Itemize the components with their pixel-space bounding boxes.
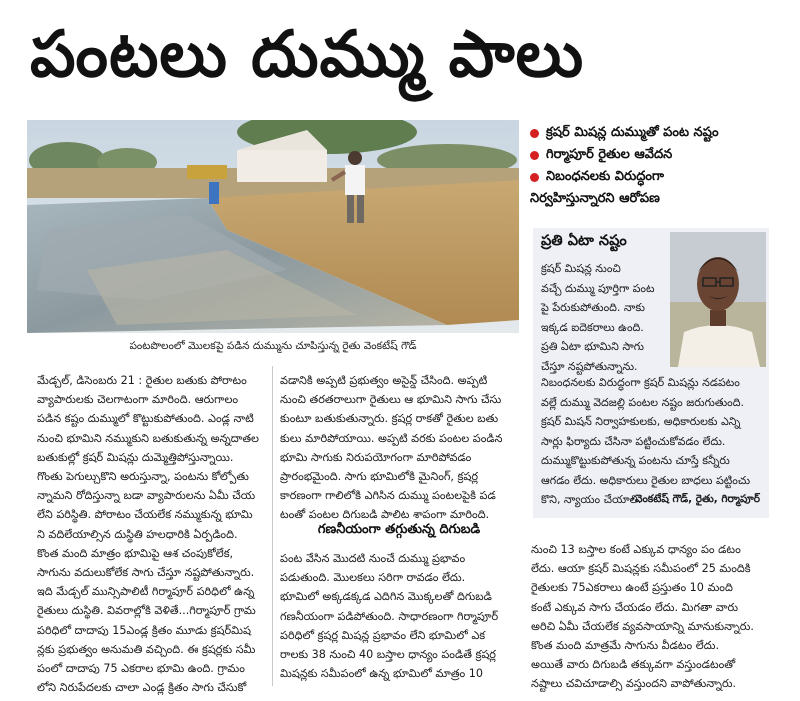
text-line: నుంచి 13 బస్తాల కంటే ఎక్కువ ధాన్యం పం డటం xyxy=(531,543,741,556)
text-line: నుంచి తరతరాలుగా రైతులు ఆ భూమిని సాగు చేసు xyxy=(280,393,502,407)
article-column-1 xyxy=(37,371,267,697)
quote-box-title: ప్రతి ఏటా నష్టం xyxy=(541,233,627,249)
bullet-dot-icon xyxy=(530,151,539,160)
text-line: కంటే ఎక్కువ సాగు చేయడం లేదు. మిగతా వారు xyxy=(531,600,739,614)
text-line: న్లకు ప్రభుత్వం అనుమతి వచ్చింది. ఈ క్రషర్లకు సమీ xyxy=(37,642,256,656)
text-line: పంలో దాదాపు 75 ఎకరాల భూమి ఉంది. గ్రామం xyxy=(37,662,245,676)
text-line: క్రషర్ మిషన్ల నుంచి xyxy=(541,262,621,275)
article-subheading: గణనీయంగా తగ్గుతున్న దిగుబడి xyxy=(317,522,481,537)
article-column-3 xyxy=(531,540,767,694)
text-line: కారణంగా గాలిలోకి ఎగిసిన దుమ్ము పంటలపైకి పడ xyxy=(280,489,496,503)
field-photo xyxy=(27,120,519,333)
article-column-2 xyxy=(280,371,518,525)
quote-text-wide xyxy=(541,373,763,510)
bullet-dot-icon xyxy=(530,173,539,182)
text-line: న్నామని రోదిస్తున్నా బడా వ్యాపారులను ఏమీ చేయ xyxy=(37,489,256,503)
photo-caption: పంటపొలంలో మొలకపై పడిన దుమ్మును చూపిస్తున్న రైతు వెంకటేష్ గౌడ్ xyxy=(129,340,417,352)
text-line: రైతులకు 75ఎకరాలు ఉంటే ప్రస్తుతం 10 మంది xyxy=(531,581,733,595)
text-line: వచ్చే దుమ్ము పూర్తిగా పంట xyxy=(541,281,655,295)
text-line: పంట వేసిన మొదటి నుంచే దుమ్ము ప్రభావం xyxy=(280,552,466,565)
text-line: కులు మారిపోయాయి. అప్పటి వరకు పంటల పండిన xyxy=(280,431,503,445)
text-line: సార్లు ఫిర్యాదు చేసినా పట్టించుకోవడం లేదు. xyxy=(541,434,726,448)
text-line: పై పేరుకుపోతుంది. నాకు xyxy=(541,301,645,314)
bullet-item xyxy=(530,144,792,166)
text-line: నష్టాలు చవిచూడాల్సి వస్తుందని వాపోతున్నారు. xyxy=(531,677,737,691)
text-line: భూమి సాగుకు నిరుపయోగంగా మారిపోవడం xyxy=(280,450,472,464)
text-line: ని వదిలేయాల్సిన దుస్థితి హలధారికి ఏర్పడింది. xyxy=(37,527,238,541)
article-column-2-continued xyxy=(280,549,518,683)
text-line: పడుతుంది. మొలకలు సరిగా రావడం లేదు. xyxy=(280,571,466,585)
text-line: పరిధిలో క్రషర్ల మిషన్ల ప్రభావం లేని భూమిలో ఎక xyxy=(280,628,486,642)
bullet-text: నిబంధనలకు విరుద్ధంగా xyxy=(546,169,664,184)
headline: పంటలు దుమ్ము పాలు xyxy=(30,18,585,92)
text-line: రైతులు దుస్థితి. వివరాల్లోకి వెళితే...గిర్మాపూర్ గ్రామ xyxy=(37,604,256,618)
bullet-item xyxy=(530,122,792,144)
text-line: ఇది మేడ్చల్ మున్సిపాలిటీ గిర్మాపూర్ పరిధిలో ఉన్న xyxy=(37,585,255,599)
text-line: లేదు. ఆయా క్రషర్ మిషన్లకు సమీపంలో 25 మందికి xyxy=(531,562,751,576)
text-line: బతుకుల్లో క్రషర్ మిషన్లు దుమ్మెత్తిపోస్తున్నాయి. xyxy=(37,450,234,464)
text-line: పరిధిలో దాదాపు 15ఎండ్ల క్రితం మూడు క్రషర్‌మిష xyxy=(37,623,251,637)
bullet-item xyxy=(530,166,792,188)
bullet-dot-icon xyxy=(530,129,539,138)
text-line: అరిచి ఏమీ చేయలేక వ్యవసాయాన్ని మానుకున్నారు. xyxy=(531,619,754,633)
text-line: భూమిలో అక్కడక్కడ ఎదిగిన మొక్కలతో దిగుబడి xyxy=(280,590,492,604)
text-line: కొని, న్యాయం చేయాలి. xyxy=(541,493,642,506)
text-line: టంతో పంటల దిగుబడి పాలిట శాపంగా మారింది. xyxy=(280,508,490,522)
text-line: గొంతు పెగుల్చుకొని అరుస్తున్నా, పంటను కోల్పోతు xyxy=(37,470,249,484)
text-line: సాగును వదులుకోలేక సాగు చేస్తూ నష్టపోతున్నారు. xyxy=(37,566,255,580)
farmer-portrait xyxy=(670,232,766,367)
text-line: వ్యాపారులకు చెలగాటంగా మారింది. ఆరుగాలం xyxy=(37,393,239,407)
text-line: అయితే వారు దిగుబడి తక్కువగా వస్తుండటంతో xyxy=(531,658,736,672)
text-line: కొంత మంది మాత్రం భూమిపై ఆశ చంపుకోలేక, xyxy=(37,546,234,560)
column-divider xyxy=(272,366,273,686)
text-line: కుంటూ బతుకుతున్నారు. క్రషర్ల రాకతో రైతుల బతు xyxy=(280,412,499,426)
highlight-bullets xyxy=(530,122,792,210)
text-line: ఇక్కడ ఐదెకరాలు ఉంది. xyxy=(541,320,644,334)
text-line: వల్లే దుమ్ము వెదజల్లి పంటల నష్టం జరుగుతుంది. xyxy=(541,395,745,409)
text-line: రాలకు 38 నుంచి 40 బస్తాల ధాన్యం పండితే క్రషర్ల xyxy=(280,648,496,662)
text-line: క్రషర్ మిషన్ నిర్వాహకులకు, అధికారులకు ఎన్ని xyxy=(541,415,741,428)
text-line: మిషన్లకు సమీపంలో ఉన్న భూమిలో మాత్రం 10 xyxy=(280,667,483,681)
text-line: పడిన కష్టం దుమ్ములో కొట్టుకుపోతుంది. ఎండ్ల నాటి xyxy=(37,412,254,426)
text-line: కొంత మంది మాత్రమే సాగును వీడటం లేదు. xyxy=(531,639,720,653)
text-line: చేస్తూ నష్టపోతున్నాను. xyxy=(541,359,638,373)
text-line: ఆగడం లేదు. అధికారులు రైతుల బాధలు పట్టించు xyxy=(541,473,751,487)
quote-text-narrow xyxy=(541,259,665,376)
text-line: దుమ్ముకొట్టుకుపోతున్న పంటను చూస్తే కన్నీరు xyxy=(541,454,730,467)
bullet-continuation: నిర్వహిస్తున్నారని ఆరోపణ xyxy=(530,191,660,206)
text-line: నిబంధనలకు విరుద్ధంగా క్రషర్ మిషన్లు నడపటం xyxy=(541,376,740,389)
bullet-text: గిర్మాపూర్ రైతుల ఆవేదన xyxy=(546,147,673,162)
text-line: వడానికి అప్పటి ప్రభుత్వం అసైన్డ్ చేసింది. అప్పటి xyxy=(280,374,488,387)
text-line: ప్రారంభమైంది. సాగు భూమిలోకి మైనింగ్, క్రషర్ల xyxy=(280,470,478,484)
text-line: ప్రతి ఏటా భూమిని సాగు xyxy=(541,340,644,353)
text-line: నుంచి భూమిని నమ్ముకుని బతుకుతున్న అన్నదాతల xyxy=(37,431,259,445)
text-line: మేడ్చల్, డిసెంబరు 21 : రైతుల బతుకు పోరాటం xyxy=(37,374,247,387)
text-line: గణనీయంగా పడిపోతుంది. సాధారణంగా గిర్మాపూర్ xyxy=(280,609,499,623)
text-line: లోని నిరుపేదలకు చాలా ఎండ్ల క్రితం సాగు చేసుకో xyxy=(37,681,247,695)
text-line: లేని పరిస్థితి. పోరాటం చేయలేక నమ్ముకున్న భూమి xyxy=(37,508,253,522)
bullet-text: క్రషర్ మిషన్ల దుమ్ముతో పంట నష్టం xyxy=(546,125,719,140)
quote-signature: -వెంకటేష్ గౌడ్, రైతు, గిర్మాపూర్ xyxy=(630,493,760,505)
